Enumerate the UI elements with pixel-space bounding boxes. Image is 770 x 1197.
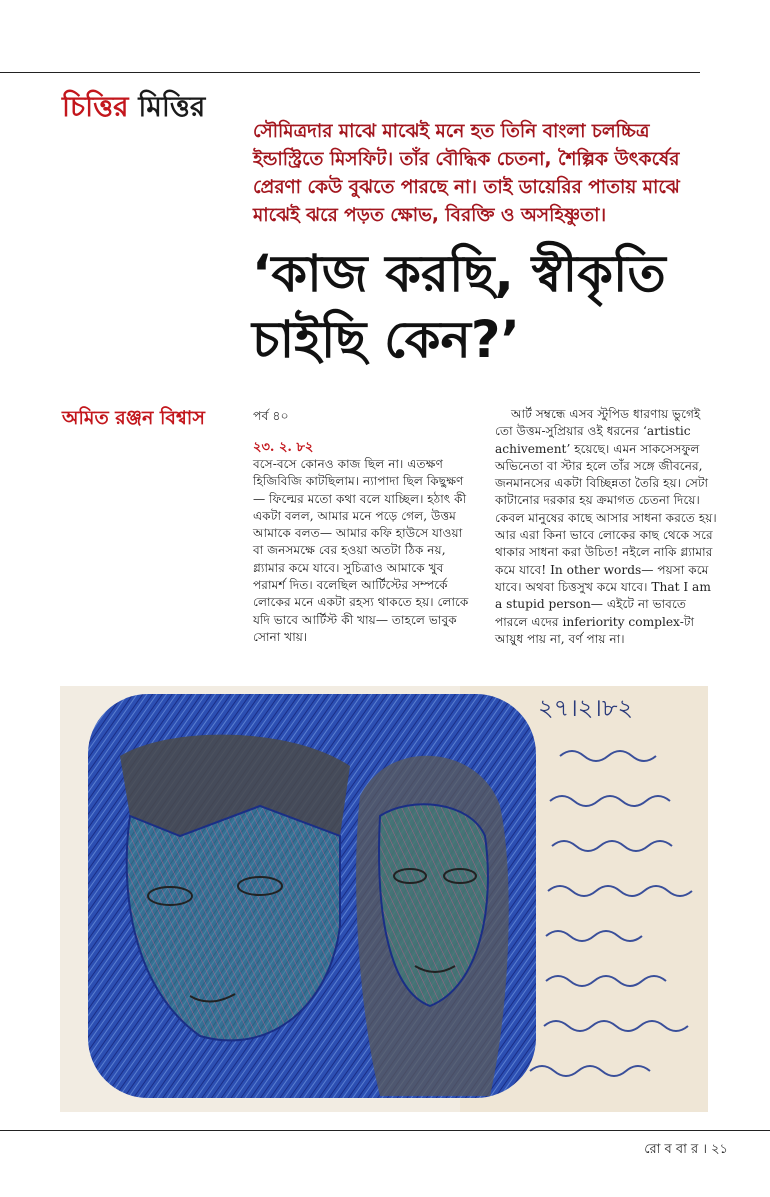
dateline: ২৩. ২. ৮২	[253, 440, 314, 455]
diary-date: ২৭।২।৮২	[538, 694, 634, 722]
body-column-1: বসে-বসে কোনও কাজ ছিল না। এতক্ষণ হিজিবিজি কাটছিলাম। ন্যাপাদা ছিল কিছুক্ষণ— ফিল্মের মতো কথা বলে যাচ্ছিল। হঠাৎ কী একটা বলল, আমার মনে পড়ে গেল, উত্তম আমাকে বলত— আমার কফি হাউসে যাওয়া বা জনসমক্ষে বের হওয়া অতটা ঠিক নয়, গ্ল্যামার কমে যাবে। সুচিত্রাও আমাকে খুব পরামর্শ দিত। বলেছিল আর্টিস্টের সম্পর্কে লোকের মনে একটা রহস্য থাকতে হয়। লোকে যদি ভাবে আর্টিস্ট কী খায়— তাহলে ভাবুক সোনা খায়।	[253, 457, 469, 644]
section-title-part2: মিত্তির	[138, 90, 206, 123]
bottom-rule	[0, 1130, 770, 1131]
standfirst: সৌমিত্রদার মাঝে মাঝেই মনে হত তিনি বাংলা চলচ্চিত্র ইন্ডাস্ট্রিতে মিসফিট। তাঁর বৌদ্ধিক চেতনা, শৈল্পিক উৎকর্ষের প্রেরণা কেউ বুঝতে পারছে না। তাই ডায়েরির পাতায় মাঝে মাঝেই ঝরে পড়ত ক্ষোভ, বিরক্তি ও অসহিষ্ণুতা।	[253, 121, 680, 226]
top-rule	[0, 72, 700, 73]
episode-number: পর্ব ৪০	[253, 408, 289, 423]
sketch-illustration	[60, 686, 708, 1112]
byline: অমিত রঞ্জন বিশ্বাস	[62, 407, 205, 429]
section-title-part1: চিত্তির	[62, 90, 129, 123]
headline: ‘কাজ করছি, স্বীকৃতি চাইছি কেন?’	[252, 245, 666, 370]
section-title	[62, 90, 205, 124]
body-column-2: আর্ট সম্বন্ধে এসব স্টুপিড ধারণায় ভুগেই তো উত্তম-সুপ্রিয়ার ওই ধরনের ‘artistic achivement’ হয়েছে। এমন সাকসেসফুল অভিনেতা বা স্টার হলে তাঁর সঙ্গে জীবনের, জনমানসের একটা বিচ্ছিন্নতা তৈরি হয়। সেটা কাটানোর দরকার হয় ক্রমাগত চেতনা দিয়ে। কেবল মানুষের কাছে আসার সাধনা করতে হয়। আর এরা কিনা ভাবে লোকের কাছ থেকে সরে থাকার সাধনা করা উচিত! নইলে নাকি গ্ল্যামার কমে যাবে! In other words— পয়সা কমে যাবে। অথবা চিত্তসুখ কমে যাবে। That I am a stupid person— এইটে না ভাবতে পারলে এদের inferiority complex-টা আয়ুধ পায় না, বর্ণ পায় না।	[495, 407, 717, 646]
diary-sketch-photo	[60, 686, 708, 1112]
page-folio: রো ব বা র । ২১	[644, 1142, 728, 1157]
